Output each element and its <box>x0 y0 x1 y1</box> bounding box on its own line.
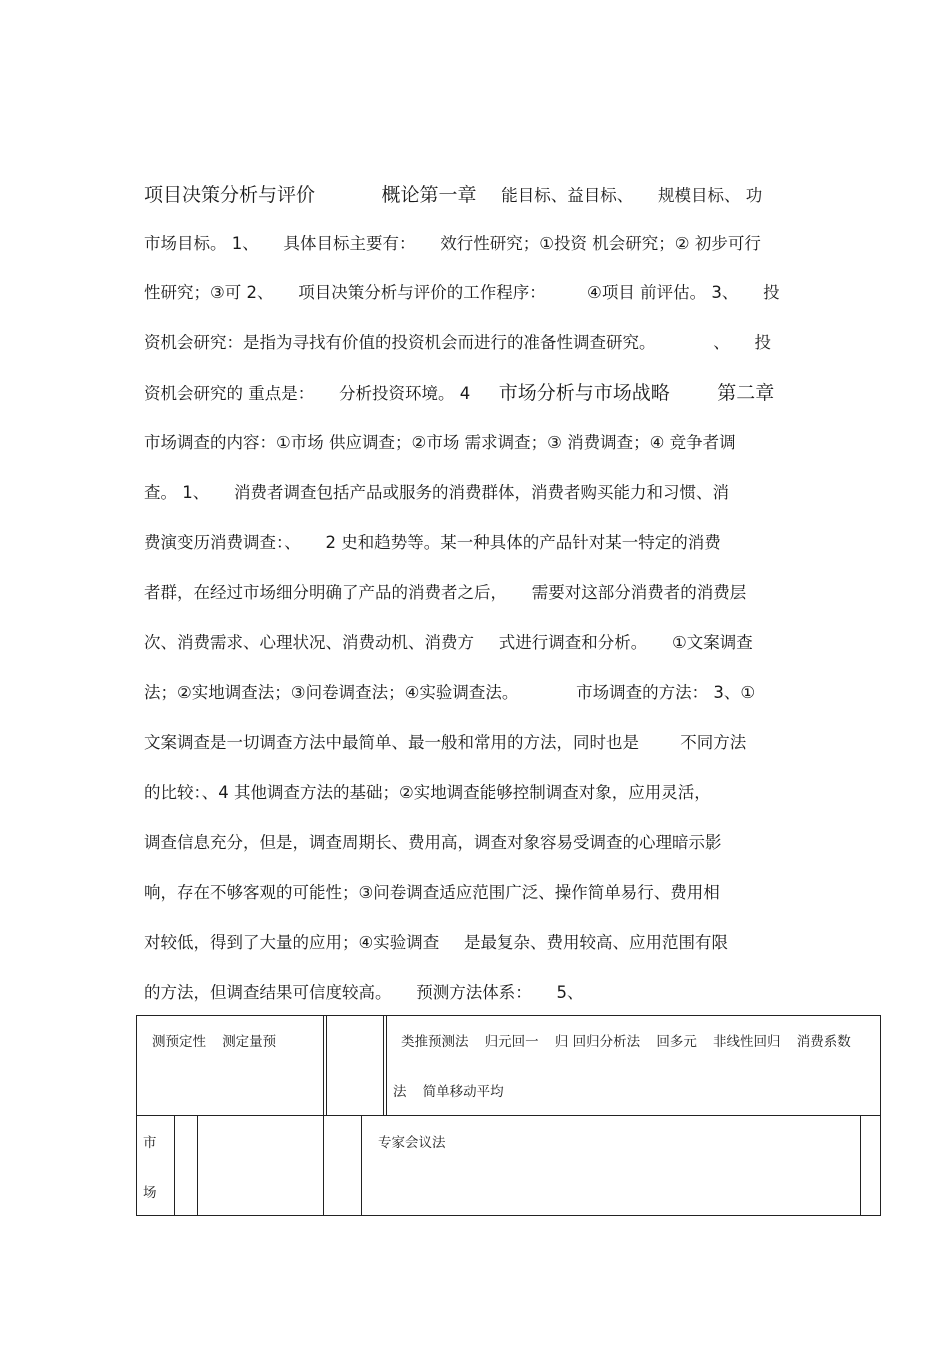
text-line: 费演变历消费调查：、 2 史和趋势等。某一种具体的产品针对某一特定的消费 <box>144 533 721 552</box>
table-border <box>386 1015 387 1115</box>
table-cell-header: 测预定性 测定量预 <box>152 1034 277 1050</box>
table-border <box>383 1015 384 1115</box>
text-line: 调查信息充分，但是，调查周期长、费用高，调查对象容易受调查的心理暗示影 <box>144 833 722 852</box>
table-cell-method: 专家会议法 <box>378 1135 446 1151</box>
table-border <box>323 1015 324 1115</box>
text-line: 市场目标。 1、 具体目标主要有： 效行性研究；①投资 机会研究；② 初步可行 <box>144 234 761 253</box>
table-border <box>880 1015 881 1216</box>
table-cell-methods-cont: 法 简单移动平均 <box>393 1084 504 1100</box>
table-border <box>197 1115 198 1215</box>
text-line: 项目决策分析与评价 概论第一章 能目标、益目标、 规模目标、 功 <box>144 184 763 206</box>
text-line: 者群，在经过市场细分明确了产品的消费者之后， 需要对这部分消费者的消费层 <box>144 583 747 602</box>
text-line: 市场调查的内容：①市场 供应调查；②市场 需求调查；③ 消费调查；④ 竞争者调 <box>144 433 736 452</box>
text-line: 性研究；③可 2、 项目决策分析与评价的工作程序： ④项目 前评估。 3、 投 <box>144 283 780 302</box>
text-line: 的方法，但调查结果可信度较高。 预测方法体系： 5、 <box>144 983 584 1002</box>
text-line: 对较低，得到了大量的应用；④实验调查 是最复杂、费用较高、应用范围有限 <box>144 933 729 952</box>
table-cell-label: 市 <box>143 1135 157 1151</box>
table-border <box>361 1115 362 1215</box>
table-cell-label: 场 <box>143 1185 157 1201</box>
table-border <box>860 1115 861 1215</box>
text-line: 法；②实地调查法；③问卷调查法；④实验调查法。 市场调查的方法： 3、① <box>144 683 756 702</box>
table-border <box>174 1115 175 1215</box>
text-line: 的比较：、4 其他调查方法的基础；②实地调查能够控制调查对象，应用灵活， <box>144 783 711 802</box>
table-border <box>323 1115 324 1215</box>
text-line: 资机会研究：是指为寻找有价值的投资机会而进行的准备性调查研究。 、 投 <box>144 333 771 352</box>
table-border <box>326 1015 327 1115</box>
text-line: 响，存在不够客观的可能性；③问卷调查适应范围广泛、操作简单易行、费用相 <box>144 883 720 902</box>
table-border <box>136 1215 881 1216</box>
table-cell-methods: 类推预测法 归元回一 归 回归分析法 回多元 非线性回归 消费系数 <box>401 1034 851 1050</box>
table-border <box>136 1015 137 1216</box>
table-border <box>136 1015 881 1016</box>
text-line: 文案调查是一切调查方法中最简单、最一般和常用的方法，同时也是 不同方法 <box>144 733 747 752</box>
text-line: 次、消费需求、心理状况、消费动机、消费方 式进行调查和分析。 ①文案调查 <box>144 633 753 652</box>
text-line: 资机会研究的 重点是： 分析投资环境。 4 市场分析与市场战略 第二章 <box>144 382 775 404</box>
text-line: 查。 1、 消费者调查包括产品或服务的消费群体，消费者购买能力和习惯、消 <box>144 483 729 502</box>
table-border <box>136 1115 881 1116</box>
